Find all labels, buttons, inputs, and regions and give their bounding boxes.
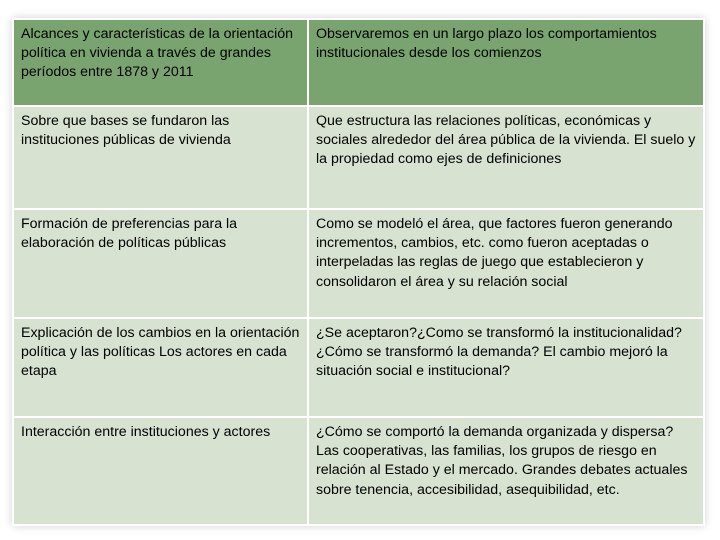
table-row bbox=[13, 106, 704, 209]
table-cell-left: Explicación de los cambios en la orientación política y las políticas Los actores en cada etapa bbox=[13, 318, 308, 417]
table-cell-left: Alcances y características de la orientación política en vivienda a través de grandes períodos entre 1878 y 2011 bbox=[13, 19, 308, 106]
table-cell-right: Observaremos en un largo plazo los comportamientos institucionales desde los comienzos bbox=[308, 19, 704, 106]
table-row bbox=[13, 318, 704, 417]
table-cell-right: Que estructura las relaciones políticas, económicas y sociales alrededor del área pública de la vivienda. El suelo y la propiedad como ejes de definiciones bbox=[308, 106, 704, 209]
content-table bbox=[12, 18, 705, 526]
table-cell-left: Sobre que bases se fundaron las instituciones públicas de vivienda bbox=[13, 106, 308, 209]
table-cell-left: Formación de preferencias para la elaboración de políticas públicas bbox=[13, 209, 308, 318]
table-row bbox=[13, 209, 704, 318]
table-cell-right: Como se modeló el área, que factores fueron generando incrementos, cambios, etc. como fueron aceptadas o interpeladas las reglas de juego que establecieron y consolidaron el área y su relación social bbox=[308, 209, 704, 318]
table-cell-left: Interacción entre instituciones y actores bbox=[13, 417, 308, 525]
table-header-row bbox=[13, 19, 704, 106]
table-row bbox=[13, 417, 704, 525]
table-cell-right: ¿Cómo se comportó la demanda organizada y dispersa? Las cooperativas, las familias, los grupos de riesgo en relación al Estado y el mercado. Grandes debates actuales sobre tenencia, accesibilidad, asequibilidad, etc. bbox=[308, 417, 704, 525]
table-cell-right: ¿Se aceptaron?¿Como se transformó la institucionalidad? ¿Cómo se transformó la demanda? El cambio mejoró la situación social e institucional? bbox=[308, 318, 704, 417]
